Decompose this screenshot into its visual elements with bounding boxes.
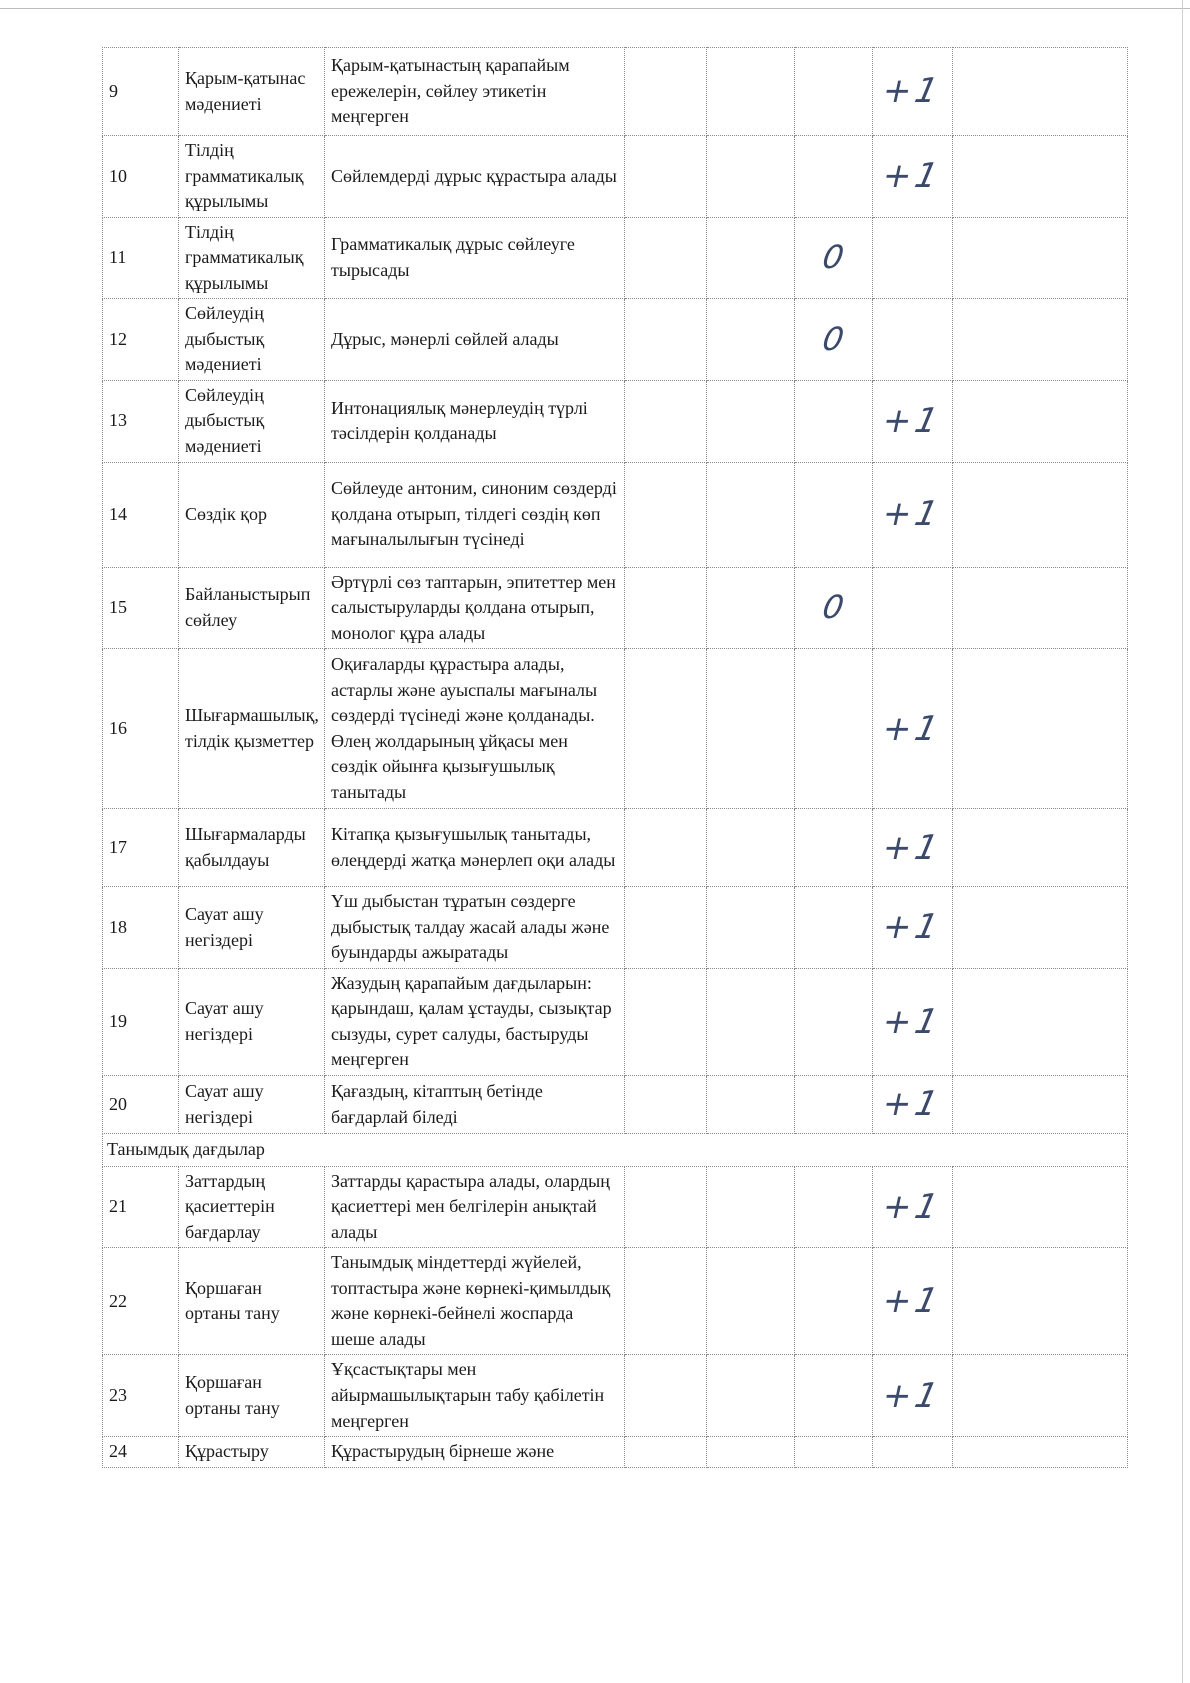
level-cell-3	[795, 1355, 873, 1437]
level-cell-4	[873, 1355, 953, 1437]
notes-cell	[953, 1355, 1128, 1437]
notes-cell	[953, 1248, 1128, 1355]
skill-description: Оқиғаларды құрастыра алады, астарлы және ауыспалы мағыналы сөздерді түсінеді және қолданады. Өлең жолдарының ұйқасы мен сөздік ойынға қызығушылық танытады	[325, 649, 625, 809]
table-row	[103, 649, 1128, 809]
skill-area: Сауат ашу негіздері	[179, 887, 325, 969]
notes-cell	[953, 968, 1128, 1075]
row-number: 10	[103, 136, 179, 218]
skill-area: Шығармашылық, тілдік қызметтер	[179, 649, 325, 809]
row-number: 18	[103, 887, 179, 969]
level-cell-1	[625, 380, 707, 462]
table-row	[103, 1166, 1128, 1248]
skill-area: Сауат ашу негіздері	[179, 1076, 325, 1134]
skill-description: Қағаздың, кітаптың бетінде бағдарлай біледі	[325, 1076, 625, 1134]
skill-area: Қарым-қатынас мәдениеті	[179, 48, 325, 136]
notes-cell	[953, 649, 1128, 809]
notes-cell	[953, 462, 1128, 567]
skill-area: Сөйлеудің дыбыстық мәдениеті	[179, 380, 325, 462]
level-cell-3	[795, 217, 873, 299]
level-cell-2	[707, 887, 795, 969]
table-row	[103, 1355, 1128, 1437]
notes-cell	[953, 887, 1128, 969]
skill-description: Кітапқа қызығушылық танытады, өлеңдерді жатқа мәнерлеп оқи алады	[325, 809, 625, 887]
handwritten-mark: 0	[820, 238, 848, 277]
handwritten-mark: +1	[879, 71, 946, 112]
notes-cell	[953, 299, 1128, 381]
level-cell-1	[625, 567, 707, 649]
skill-area: Байланыстырып сөйлеу	[179, 567, 325, 649]
skill-description: Ұқсастықтары мен айырмашылықтарын табу қабілетін меңгерген	[325, 1355, 625, 1437]
handwritten-mark: 0	[820, 588, 848, 627]
table-row	[103, 217, 1128, 299]
skill-area: Заттардың қасиеттерін бағдарлау	[179, 1166, 325, 1248]
notes-cell	[953, 48, 1128, 136]
skill-area: Тілдің грамматикалық құрылымы	[179, 136, 325, 218]
section-title: Танымдық дағдылар	[103, 1134, 1128, 1167]
level-cell-1	[625, 968, 707, 1075]
level-cell-2	[707, 380, 795, 462]
table-row	[103, 299, 1128, 381]
level-cell-1	[625, 1437, 707, 1468]
skill-area: Тілдің грамматикалық құрылымы	[179, 217, 325, 299]
skill-description: Грамматикалық дұрыс сөйлеуге тырысады	[325, 217, 625, 299]
row-number: 22	[103, 1248, 179, 1355]
row-number: 9	[103, 48, 179, 136]
handwritten-mark: +1	[879, 1281, 946, 1322]
skill-area: Құрастыру	[179, 1437, 325, 1468]
handwritten-mark: +1	[879, 156, 946, 197]
level-cell-3	[795, 809, 873, 887]
level-cell-4	[873, 380, 953, 462]
row-number: 14	[103, 462, 179, 567]
handwritten-mark: +1	[879, 708, 946, 749]
skill-description: Заттарды қарастыра алады, олардың қасиеттері мен белгілерін анықтай алады	[325, 1166, 625, 1248]
level-cell-2	[707, 217, 795, 299]
level-cell-2	[707, 809, 795, 887]
level-cell-1	[625, 462, 707, 567]
skill-description: Сөйлемдерді дұрыс құрастыра алады	[325, 136, 625, 218]
skill-description: Үш дыбыстан тұратын сөздерге дыбыстық талдау жасай алады және буындарды ажыратады	[325, 887, 625, 969]
notes-cell	[953, 217, 1128, 299]
row-number: 23	[103, 1355, 179, 1437]
scan-edge	[1182, 0, 1183, 1683]
handwritten-mark: +1	[879, 401, 946, 442]
handwritten-mark: +1	[879, 1375, 946, 1416]
level-cell-3	[795, 136, 873, 218]
notes-cell	[953, 1166, 1128, 1248]
level-cell-3	[795, 1437, 873, 1468]
skill-description: Құрастырудың бірнеше және	[325, 1437, 625, 1468]
notes-cell	[953, 1437, 1128, 1468]
table-row	[103, 462, 1128, 567]
level-cell-3	[795, 887, 873, 969]
notes-cell	[953, 136, 1128, 218]
skill-description: Танымдық міндеттерді жүйелей, топтастыра және көрнекі-қимылдық және көрнекі-бейнелі жоспарда шеше алады	[325, 1248, 625, 1355]
table-row	[103, 567, 1128, 649]
row-number: 15	[103, 567, 179, 649]
level-cell-4	[873, 1248, 953, 1355]
level-cell-3	[795, 1248, 873, 1355]
level-cell-4	[873, 462, 953, 567]
row-number: 13	[103, 380, 179, 462]
level-cell-4	[873, 567, 953, 649]
level-cell-1	[625, 1355, 707, 1437]
level-cell-3	[795, 1076, 873, 1134]
row-number: 20	[103, 1076, 179, 1134]
skill-area: Сөйлеудің дыбыстық мәдениеті	[179, 299, 325, 381]
row-number: 19	[103, 968, 179, 1075]
level-cell-4	[873, 887, 953, 969]
handwritten-mark: 0	[820, 319, 848, 358]
level-cell-1	[625, 136, 707, 218]
level-cell-2	[707, 968, 795, 1075]
table-row	[103, 380, 1128, 462]
level-cell-2	[707, 1437, 795, 1468]
level-cell-2	[707, 299, 795, 381]
skill-description: Сөйлеуде антоним, синоним сөздерді қолдана отырып, тілдегі сөздің көп мағыналылығын түсінеді	[325, 462, 625, 567]
skill-description: Әртүрлі сөз таптарын, эпитеттер мен салыстыруларды қолдана отырып, монолог құра алады	[325, 567, 625, 649]
level-cell-4	[873, 136, 953, 218]
skill-area: Шығармаларды қабылдауы	[179, 809, 325, 887]
row-number: 11	[103, 217, 179, 299]
level-cell-3	[795, 380, 873, 462]
row-number: 21	[103, 1166, 179, 1248]
level-cell-4	[873, 1076, 953, 1134]
handwritten-mark: +1	[879, 827, 946, 868]
section-header-row	[103, 1134, 1128, 1167]
handwritten-mark: +1	[879, 1084, 946, 1125]
level-cell-2	[707, 567, 795, 649]
level-cell-4	[873, 809, 953, 887]
level-cell-2	[707, 1076, 795, 1134]
handwritten-mark: +1	[879, 1001, 946, 1042]
level-cell-3	[795, 567, 873, 649]
level-cell-1	[625, 299, 707, 381]
skill-description: Қарым-қатынастың қарапайым ережелерін, сөйлеу этикетін меңгерген	[325, 48, 625, 136]
row-number: 17	[103, 809, 179, 887]
table-row	[103, 1437, 1128, 1468]
level-cell-2	[707, 1355, 795, 1437]
level-cell-3	[795, 1166, 873, 1248]
level-cell-2	[707, 136, 795, 218]
level-cell-2	[707, 1166, 795, 1248]
notes-cell	[953, 809, 1128, 887]
level-cell-2	[707, 1248, 795, 1355]
level-cell-4	[873, 48, 953, 136]
skill-area: Сөздік қор	[179, 462, 325, 567]
skill-area: Қоршаған ортаны тану	[179, 1248, 325, 1355]
level-cell-2	[707, 649, 795, 809]
table-row	[103, 1248, 1128, 1355]
table-row	[103, 887, 1128, 969]
level-cell-1	[625, 48, 707, 136]
level-cell-1	[625, 649, 707, 809]
assessment-table	[102, 47, 1128, 1468]
level-cell-3	[795, 299, 873, 381]
level-cell-3	[795, 968, 873, 1075]
row-number: 12	[103, 299, 179, 381]
level-cell-1	[625, 809, 707, 887]
row-number: 24	[103, 1437, 179, 1468]
handwritten-mark: +1	[879, 1186, 946, 1227]
notes-cell	[953, 380, 1128, 462]
level-cell-4	[873, 299, 953, 381]
scan-edge	[0, 8, 1190, 9]
level-cell-2	[707, 462, 795, 567]
notes-cell	[953, 567, 1128, 649]
level-cell-1	[625, 1076, 707, 1134]
row-number: 16	[103, 649, 179, 809]
skill-description: Жазудың қарапайым дағдыларын: қарындаш, қалам ұстауды, сызықтар сызуды, сурет салуды, бастыруды меңгерген	[325, 968, 625, 1075]
table-row	[103, 809, 1128, 887]
skill-area: Қоршаған ортаны тану	[179, 1355, 325, 1437]
level-cell-4	[873, 217, 953, 299]
table-row	[103, 968, 1128, 1075]
level-cell-1	[625, 1248, 707, 1355]
table-row	[103, 1076, 1128, 1134]
level-cell-3	[795, 462, 873, 567]
level-cell-1	[625, 887, 707, 969]
level-cell-3	[795, 48, 873, 136]
level-cell-4	[873, 649, 953, 809]
skill-description: Дұрыс, мәнерлі сөйлей алады	[325, 299, 625, 381]
level-cell-4	[873, 1437, 953, 1468]
level-cell-2	[707, 48, 795, 136]
notes-cell	[953, 1076, 1128, 1134]
table-row	[103, 136, 1128, 218]
level-cell-4	[873, 1166, 953, 1248]
handwritten-mark: +1	[879, 494, 946, 535]
level-cell-1	[625, 1166, 707, 1248]
table-row	[103, 48, 1128, 136]
level-cell-4	[873, 968, 953, 1075]
handwritten-mark: +1	[879, 907, 946, 948]
skill-description: Интонациялық мәнерлеудің түрлі тәсілдерін қолданады	[325, 380, 625, 462]
level-cell-3	[795, 649, 873, 809]
level-cell-1	[625, 217, 707, 299]
skill-area: Сауат ашу негіздері	[179, 968, 325, 1075]
